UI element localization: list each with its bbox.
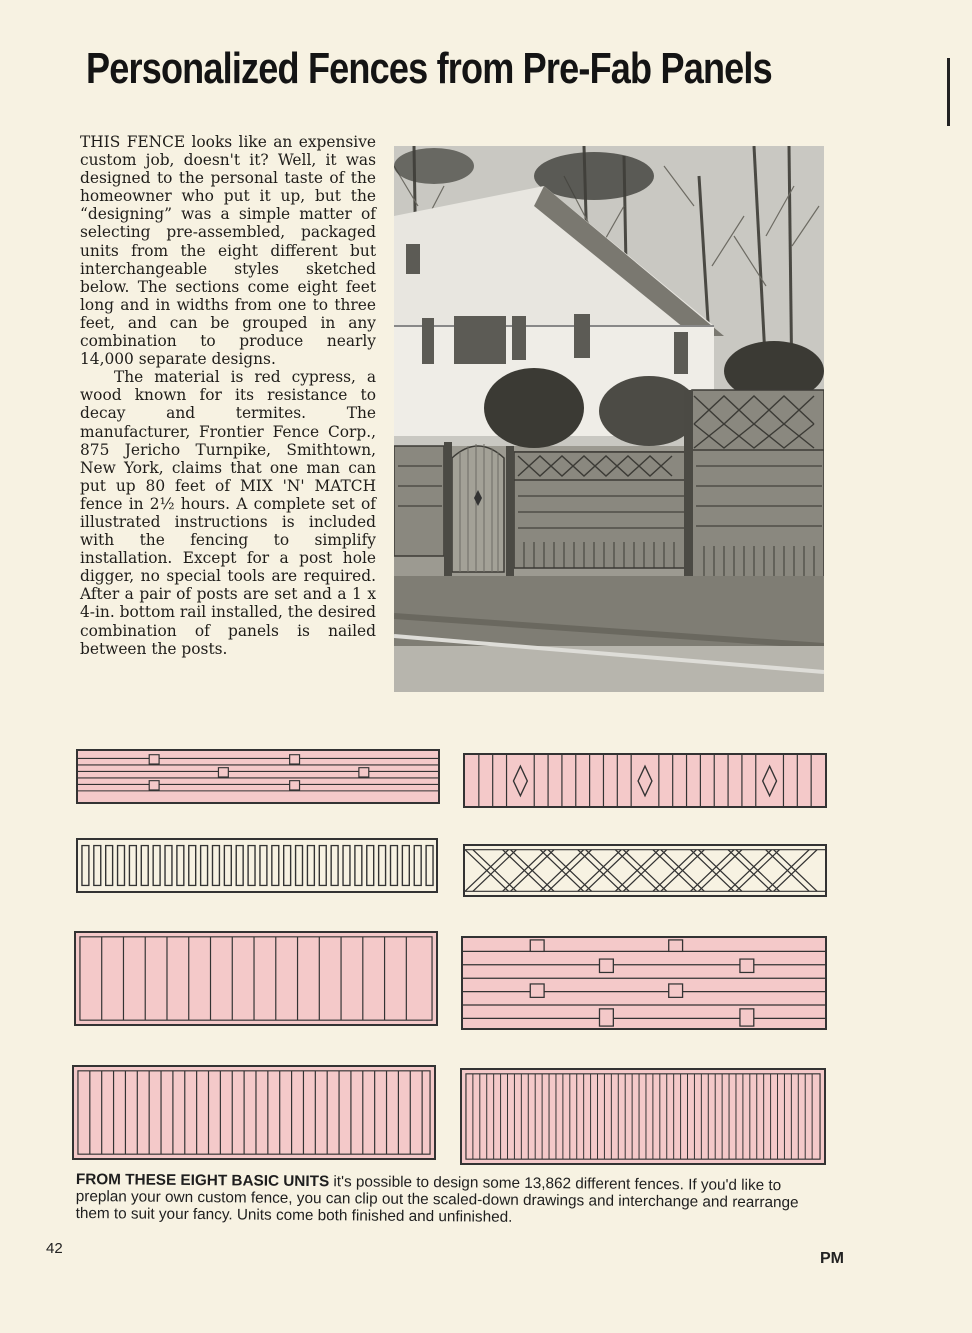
fence-panel-picket bbox=[76, 838, 438, 893]
caption-lead: FROM THESE EIGHT BASIC UNITS bbox=[75, 1171, 330, 1191]
article-body bbox=[80, 133, 376, 658]
fence-panel-fine-slat bbox=[460, 1068, 826, 1165]
vertical-board-drawing bbox=[76, 933, 436, 1024]
fence-photo-drawing bbox=[394, 146, 824, 692]
picket-drawing bbox=[78, 840, 436, 891]
fence-panel-lattice bbox=[463, 844, 827, 897]
magazine-mark: PM bbox=[820, 1250, 844, 1267]
article-paragraph-1: THIS FENCE looks like an expensive custom job, doesn't it? Well, it was designed to the personal taste of the homeowner who put it up, but the “designing” was a simple matter of selecting pre-assembled, packaged units from the eight different but interchangeable styles sketched below. The sections come eight feet long and in widths from one to three feet, and can be grouped in any combination to produce nearly 14,000 separate designs. bbox=[80, 133, 376, 369]
basketweave-narrow-drawing bbox=[78, 751, 438, 802]
page-number: 42 bbox=[46, 1240, 63, 1257]
basketweave-wide-drawing bbox=[463, 938, 825, 1028]
fence-panel-board-and-batten bbox=[72, 1065, 436, 1160]
caption-text: it's possible to design some 13,862 different fences. If you'd like to preplan your own custom fence, you can clip out the scaled-down drawings and interchange and rearrange them to suit your fancy. Units come both finished and unfinished. bbox=[75, 1173, 799, 1226]
fence-photo bbox=[394, 146, 824, 692]
fence-panel-basketweave-narrow bbox=[76, 749, 440, 804]
lattice-drawing bbox=[465, 846, 825, 895]
fine-slat-drawing bbox=[462, 1070, 824, 1163]
page-edge-rule bbox=[947, 58, 950, 126]
article-paragraph-2: The material is red cypress, a wood known for its resistance to decay and termites. The manufacturer, Frontier Fence Corp., 875 Jericho Turnpike, Smithtown, New York, claims that one man can put up 80 feet of MIX 'N' MATCH fence in 2½ hours. A complete set of illustrated instructions is included with the fencing to simplify installation. Except for a post hole digger, no special tools are required. After a pair of posts are set and a 1 x 4-in. bottom rail installed, the desired combination of panels is nailed between the posts. bbox=[80, 368, 376, 658]
headline: Personalized Fences from Pre-Fab Panels bbox=[86, 44, 772, 93]
diamond-cutout-drawing bbox=[465, 755, 825, 806]
fence-panel-basketweave-wide bbox=[461, 936, 827, 1030]
fence-panel-vertical-board bbox=[74, 931, 438, 1026]
fence-panel-diamond-cutout bbox=[463, 753, 827, 808]
figure-caption bbox=[76, 1172, 824, 1229]
board-and-batten-drawing bbox=[74, 1067, 434, 1158]
